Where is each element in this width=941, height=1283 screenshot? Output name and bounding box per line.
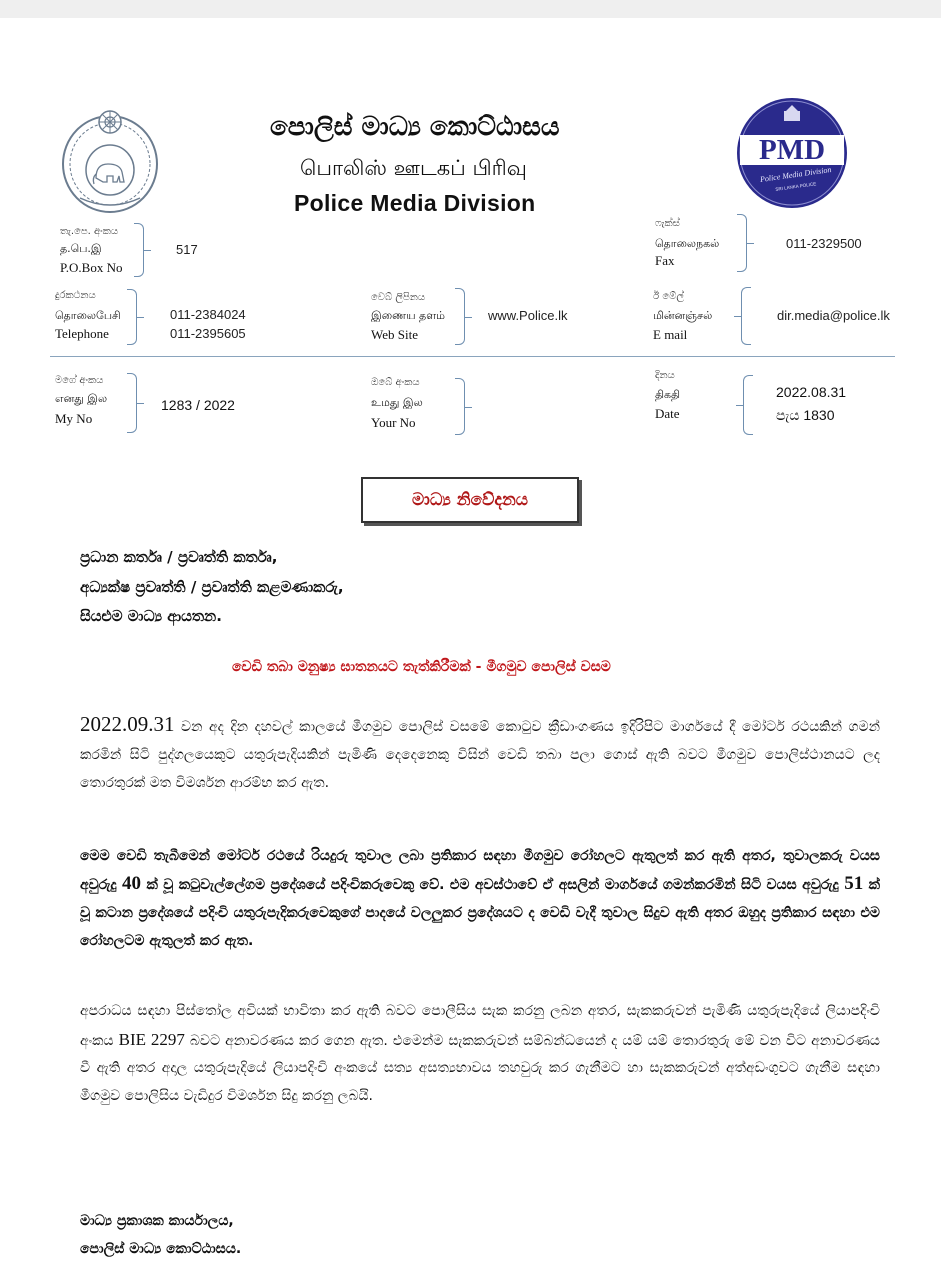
title-sinhala: පොලිස් මාධ්‍ය කොට්ඨාසය [270,112,560,142]
telephone-value-1: 011-2384024 [170,307,246,322]
my-no-label-si: මගේ අංකය [55,375,104,386]
website-link[interactable]: www.Police.lk [488,308,568,323]
your-no-label-en: Your No [371,415,416,430]
email-label-ta: மின்னஞ்சல் [653,309,713,322]
recipient-line-3: සියළුම මාධ්‍ය ආයතන. [80,607,222,625]
fax-label-ta: தொலைநகல் [655,237,720,250]
paragraph-2 [80,842,880,955]
telephone-value-2: 011-2395605 [170,326,246,341]
telephone-label-si: දුරකථනය [55,290,96,301]
telephone-label-ta: தொலைபேசி [55,309,121,322]
email-bracket [741,287,751,345]
your-no-label-si: ඔබේ අංකය [371,377,420,388]
top-bar [0,0,941,18]
telephone-bracket [127,289,137,345]
website-bracket [455,288,465,345]
paragraph-1-date: 2022.09.31 [80,712,175,736]
paragraph-1-text: වන අද දින දහවල් කාලයේ මීගමුව පොලිස් වසමේ කොටුව ක්‍රීඩාංගණය ඉදිරිපිට මාර්ගයේ දී මෝටර් රථයකින් ගමන් කරමින් සිටි පුද්ගලයෙකුට යතුරුපැදියකින් පැමිණි දෙදෙනෙකු විසින් වෙඩි තබා පලා ගොස් ඇති බවට මීගමුව පොලිස්ථානයට ලද තොරතුරක් මත විමර්ශන ආරම්භ කර ඇත. [80,719,880,791]
pobox-label-en: P.O.Box No [60,260,123,275]
signature-line-2: පොලිස් මාධ්‍ය කොට්ඨාසය. [80,1241,242,1257]
paragraph-2-text-a: මෙම වෙඩි තැබීමෙන් මෝටර් රථයේ රියදුරු තුවාල ලබා ප්‍රතිකාර සඳහා මීගමුව රෝහලට ඇතුලත් කර ඇති අතර, තුවාලකරු වයස අවුරුදු [80,848,880,893]
date-bracket [743,375,753,435]
title-tamil: பொலிஸ் ஊடகப் பிரிவு [300,156,527,180]
paragraph-3-text-b: බවට අනාවරණය කර ගෙන ඇත. එමෙන්ම සැකකරුවන් සම්බන්ධයෙන් ද යම් යම් තොරතුරු මේ වන විට අනාවරණය වී ඇති අතර අදාල යතුරුපැදියේ ලියාපදිංචි අංකයේ සත්‍ය අසත්‍යභාවය තහවුරු කර ගැනීමට හා සැකකරුවන් අත්අඩංගුවට ගැනීම සඳහා මීගමුව පොලිසිය වැඩිදුර විමර්ශන සිදු කරනු ලබයි. [80,1032,880,1104]
time-value: පැය 1830 [776,407,835,423]
website-label-ta: இணைய தளம் [371,309,445,322]
paragraph-1 [80,710,880,797]
victim-2-age: 51 [844,873,864,894]
date-label-ta: திகதி [655,388,681,401]
pmd-logo-subcaption: SRI LANKA POLICE [775,181,817,192]
title-english: Police Media Division [294,190,536,216]
pmd-logo-caption: Police Media Division [759,165,832,184]
paragraph-2-text-c: ක් වූ කටාන ප්‍රදේශයේ පදිංචි යතුරුපැදිකරුවෙකුගේ පාදයේ වලලුකර ප්‍රදේශයට ද වෙඩි වැදී තුවාල සිදුව ඇති අතර ඔහුද ප්‍රතිකාර සඳහා එම රෝහලටම ඇතුලත් කර ඇත. [80,877,880,949]
your-no-bracket [455,378,465,435]
recipient-line-2: අධ්‍යක්ෂ ප්‍රවෘත්ති / ප්‍රවෘත්ති කළමණාකරු, [80,578,344,596]
paragraph-2-text-b: ක් වූ කටුවැල්ලේගම ප්‍රදේශයේ පදිංචිකරුවෙකු වේ. එම අවස්ථාවේ ඒ අසලින් මාර්ගයේ ගමන්කරමින් සිටි වයස අවුරුදු [141,877,845,893]
my-no-bracket [127,373,137,433]
website-label-en: Web Site [371,327,418,342]
date-label-si: දිනය [655,370,675,381]
email-link[interactable]: dir.media@police.lk [777,308,890,323]
registration-number: BIE 2297 [118,1029,185,1049]
email-label-si: ඊ මේල් [653,291,684,302]
your-no-label-ta: உமது இல [371,396,423,409]
date-value: 2022.08.31 [776,384,847,400]
news-headline: වෙඩි තබා මනුෂ්‍ය ඝාතනයට තැත්කිරීමක් - මීගමුව පොලිස් වසම [232,659,611,675]
header-divider [50,356,895,357]
pobox-value: 517 [176,242,198,257]
telephone-label-en: Telephone [55,326,109,341]
pobox-bracket [134,223,144,277]
fax-bracket [737,214,747,272]
victim-1-age: 40 [122,873,142,894]
police-emblem-icon [60,108,160,214]
paragraph-3-text-a: අපරාධය සඳහා පිස්තෝල අවියක් භාවිතා කර ඇති බවට පොලීසිය සැක කරනු ලබන අතර, සැකකරුවන් පැමිණි යතුරුපැදියේ ලියාපදිංචි අංකය [80,1003,880,1049]
email-label-en: E mail [653,327,688,342]
media-release-title-box [361,477,579,523]
pmd-logo-text: PMD [758,134,826,166]
my-no-label-ta: எனது இல [55,392,108,405]
media-release-title: මාධ්‍ය නිවේදනය [412,490,528,510]
pobox-label-si: තැ.පෙ. අංකය [60,226,119,237]
fax-label-en: Fax [655,253,675,268]
signature-line-1: මාධ්‍ය ප්‍රකාශක කාර්යාලය, [80,1213,234,1229]
website-label-si: වෙබ් ලිපිනය [371,292,426,303]
paragraph-3 [80,998,880,1110]
my-no-label-en: My No [55,411,93,426]
pobox-label-ta: த.பெ.இ [60,242,102,255]
pmd-logo-icon [736,97,848,209]
fax-value: 011-2329500 [786,236,862,251]
my-no-value: 1283 / 2022 [161,397,235,413]
date-label-en: Date [655,406,680,421]
recipient-line-1: ප්‍රධාන කර්තෘ / ප්‍රවෘත්ති කර්තෘ, [80,548,278,566]
fax-label-si: ෆැක්ස් [655,218,680,229]
